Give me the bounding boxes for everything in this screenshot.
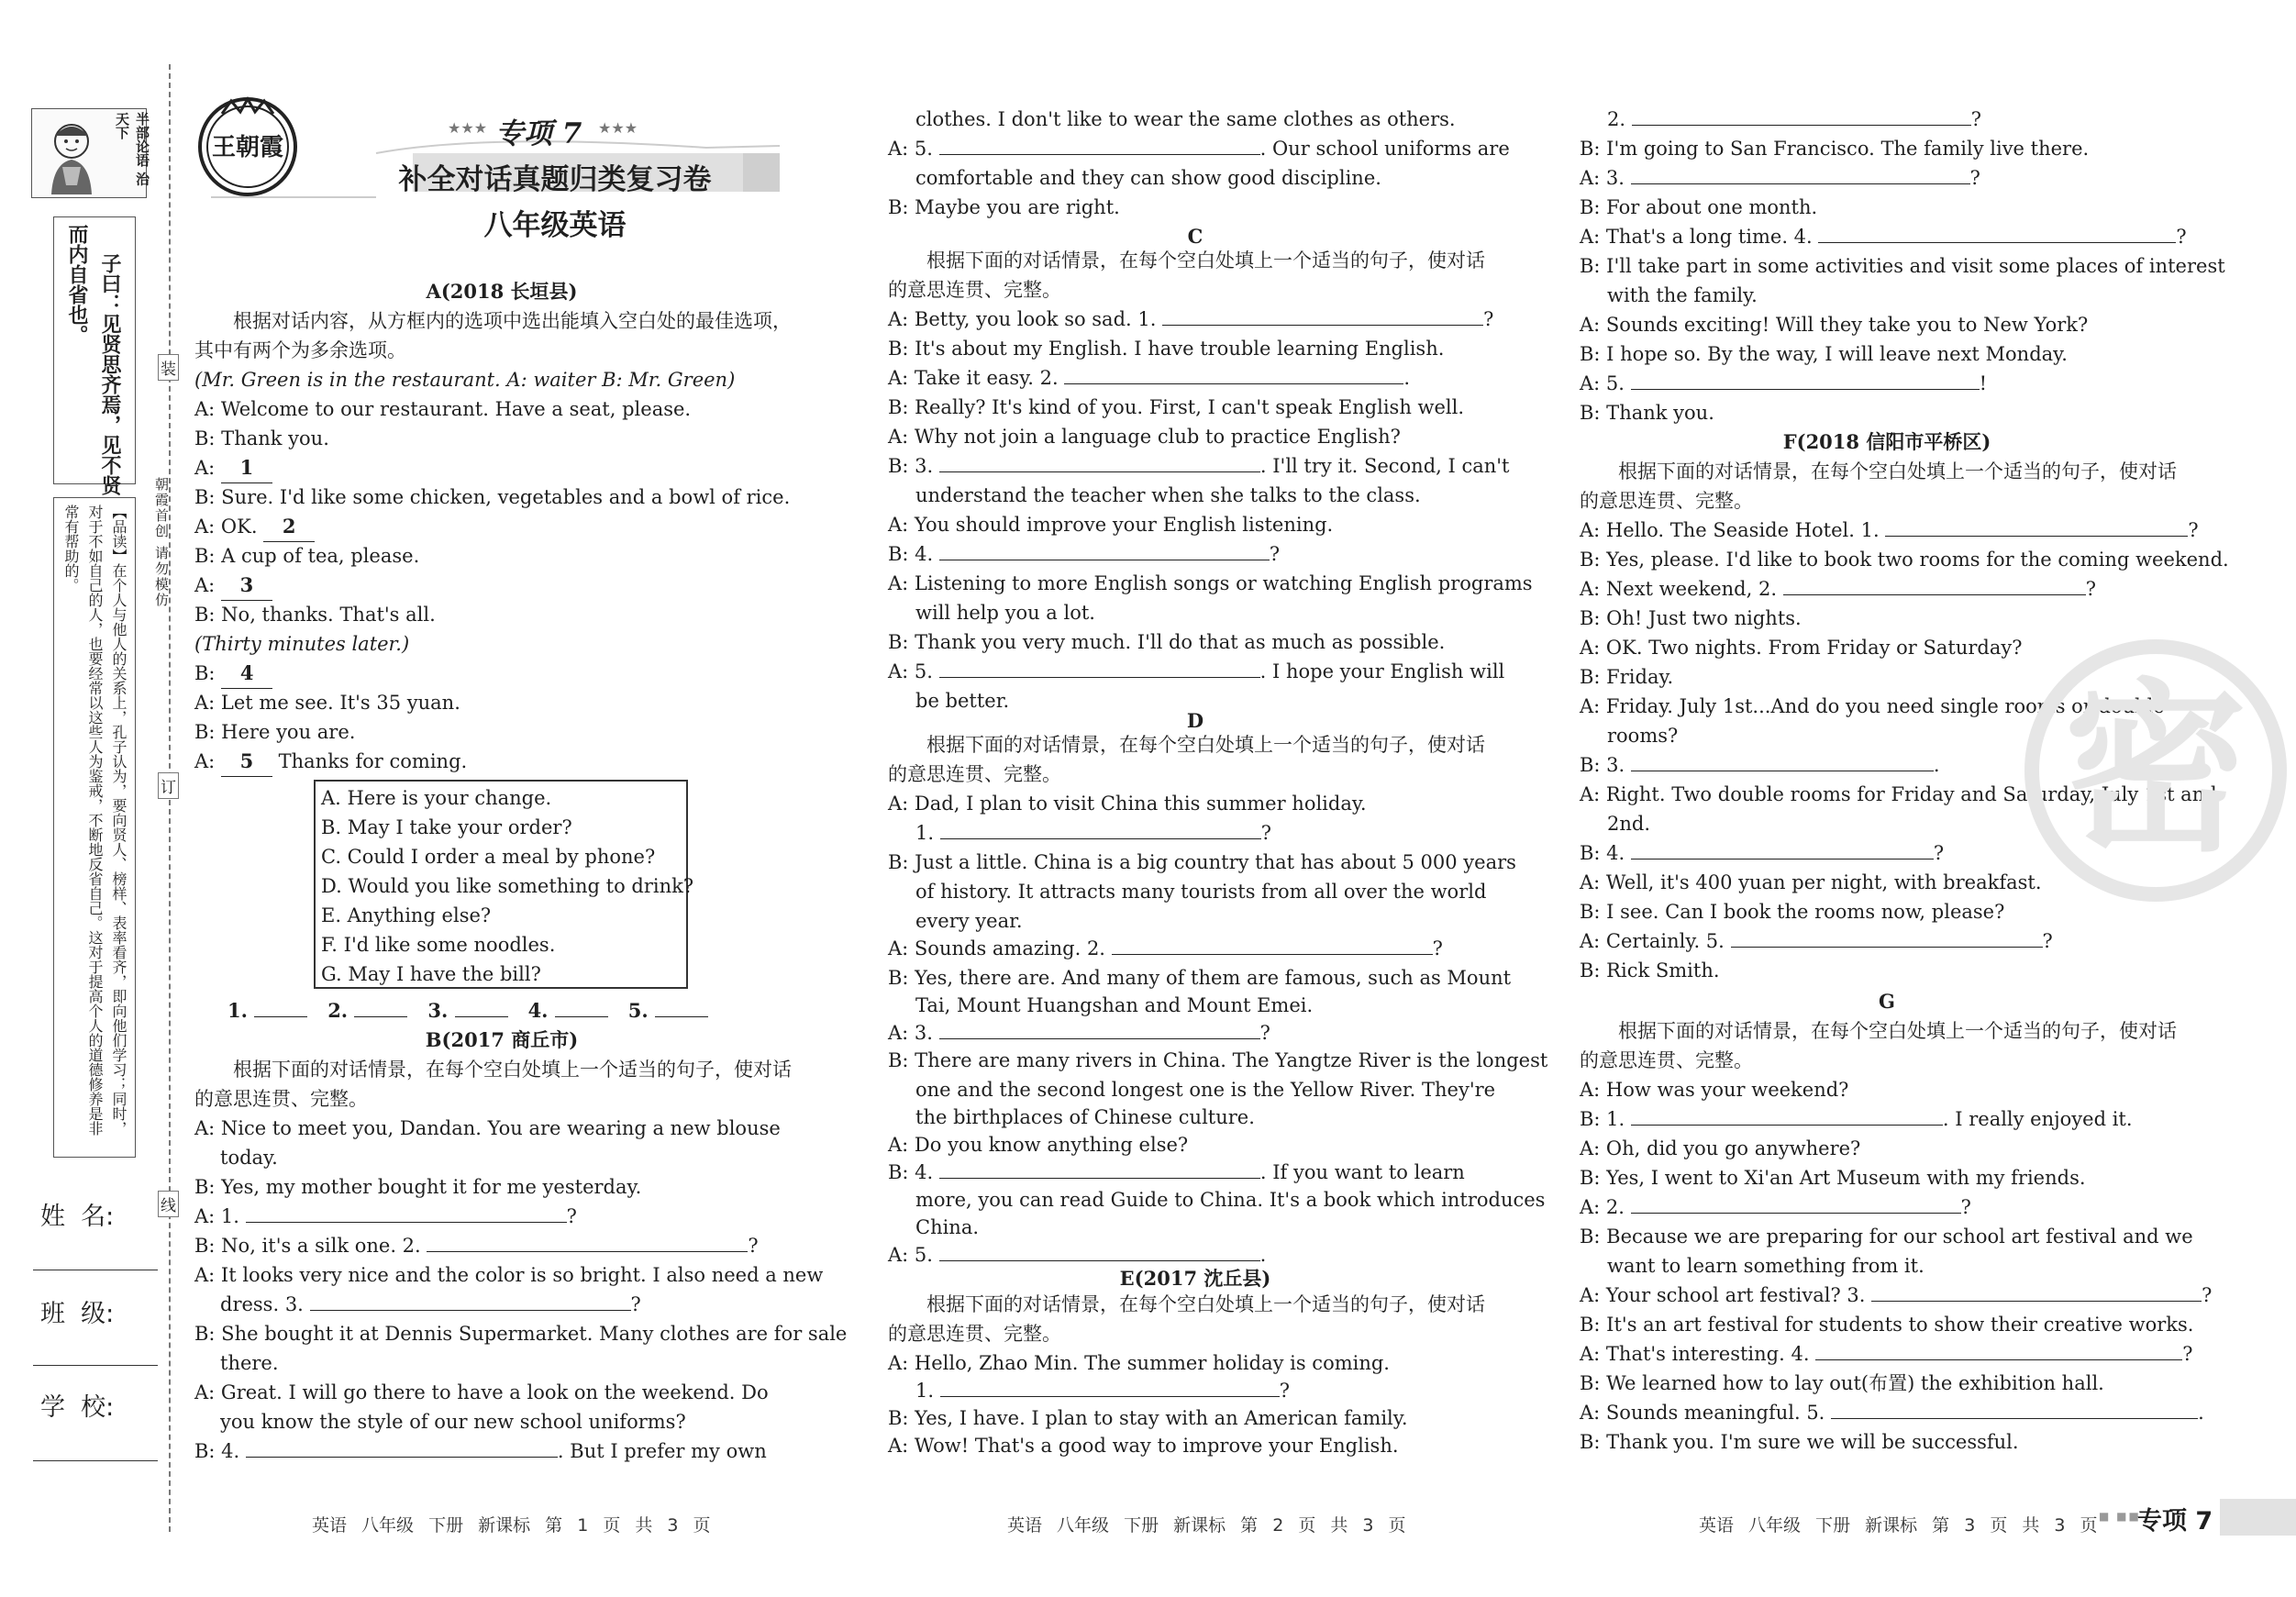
blank-label: B: 4. — [888, 1161, 934, 1183]
answer-slot-5[interactable]: 5 — [221, 747, 272, 777]
D-line-6b: one and the second longest one is the Yellow River. They're — [915, 1079, 1496, 1101]
G-blank-3[interactable] — [1871, 1281, 2202, 1302]
blank-label: A: 3. — [1580, 167, 1625, 189]
G-line-1: A: How was your weekend? — [1580, 1079, 1849, 1101]
answer-num-5: 5. — [627, 999, 649, 1022]
answer-num-4: 4. — [527, 999, 549, 1022]
option-B: B. May I take your order? — [321, 816, 572, 838]
page-title: 补全对话真题归类复习卷 — [398, 163, 712, 196]
blank-label: A: 5. — [888, 138, 933, 160]
G-line-5: A: 2. ? — [1580, 1192, 1971, 1222]
c2-line-1: clothes. I don't like to wear the same clothes as others. — [915, 108, 1456, 130]
series-stars: ★★★ — [448, 119, 488, 137]
D-line-8d: China. — [915, 1216, 980, 1238]
E-blank-1[interactable] — [940, 1376, 1280, 1397]
F-line-7b: rooms? — [1607, 725, 1679, 747]
F-line-14: B: Rick Smith. — [1580, 959, 1720, 981]
A-line-10 — [194, 659, 272, 689]
G-line-7: A: Your school art festival? 3. ? — [1580, 1281, 2212, 1310]
C-line-3: A: Take it easy. 2. . — [888, 363, 1410, 393]
option-G: G. May I have the bill? — [321, 963, 541, 985]
F-blank-4[interactable] — [1631, 838, 1934, 859]
D-line-6c: the birthplaces of Chinese culture. — [915, 1106, 1255, 1128]
E-line-8: A: That's a long time. 4. ? — [1580, 222, 2187, 251]
class-label: 班 级: — [40, 1300, 115, 1328]
F-line-2: B: Yes, please. I'd like to book two rooms for the coming weekend. — [1580, 549, 2229, 571]
blank-label: 1. — [915, 822, 935, 844]
blank-label: B: 4. — [888, 543, 934, 565]
blank-label: A: That's a long time. 4. — [1580, 226, 1813, 248]
confucius-illustration — [35, 112, 112, 196]
E-line-7: B: For about one month. — [1580, 196, 1818, 218]
F-line-9b: 2nd. — [1607, 813, 1651, 835]
B-blank-4[interactable] — [246, 1436, 558, 1458]
D-line-8-text: . If you want to learn — [1259, 1161, 1465, 1183]
speaker: A: OK. — [194, 516, 258, 538]
seal-char-3: 线 — [158, 1191, 179, 1217]
blank-label: 2. — [1607, 108, 1626, 130]
A-line-2: B: Thank you. — [194, 427, 329, 449]
option-A: A. Here is your change. — [321, 787, 552, 809]
G-blank-4[interactable] — [1815, 1339, 2182, 1360]
blank-label: dress. 3. — [220, 1293, 304, 1315]
G-line-10: B: We learned how to lay out(布置) the exhibition hall. — [1580, 1372, 2104, 1394]
E-line-10: A: Sounds exciting! Will they take you to New York? — [1580, 314, 2089, 336]
F-line-5: A: OK. Two nights. From Friday or Saturday? — [1580, 637, 2023, 659]
answer-slot-2[interactable]: 2 — [263, 512, 315, 542]
E-blank-3[interactable] — [1631, 163, 1970, 184]
C-blank-2[interactable] — [1064, 363, 1403, 384]
section-B-instruction: 根据下面的对话情景，在每个空白处填上一个适当的句子，使对话的意思连贯、完整。 — [194, 1059, 792, 1110]
blank-label: A: Betty, you look so sad. 1. — [888, 308, 1157, 330]
section-A-context: (Mr. Green is in the restaurant. A: waiter B: Mr. Green) — [194, 369, 736, 391]
F-line-1: A: Hello. The Seaside Hotel. 1. ? — [1580, 516, 2199, 545]
G-line-4: B: Yes, I went to Xi'an Art Museum with my friends. — [1580, 1167, 2086, 1189]
D-line-2b: of history. It attracts many tourists from all over the world — [915, 881, 1487, 903]
blank-label: A: Take it easy. 2. — [888, 367, 1059, 389]
C-line-10: B: Thank you very much. I'll do that as much as possible. — [888, 631, 1446, 653]
blank-label: B: No, it's a silk one. 2. — [194, 1235, 421, 1257]
C-blank-5[interactable] — [939, 657, 1260, 678]
F-line-7: A: Friday. July 1st...And do you need single rooms or double — [1580, 695, 2165, 717]
section-C-instruction: 根据下面的对话情景，在每个空白处填上一个适当的句子，使对话的意思连贯、完整。 — [888, 250, 1485, 301]
answer-blank-3[interactable] — [455, 996, 508, 1017]
blank-label: A: 5. — [1580, 372, 1625, 394]
section-A-title: A(2018 长垣县) — [426, 280, 578, 303]
B-line-8-text: . But I prefer my own — [557, 1440, 767, 1462]
speaker: A: — [194, 574, 216, 596]
option-C: C. Could I order a meal by phone? — [321, 846, 656, 868]
section-D-title: D — [1186, 709, 1204, 732]
F-line-6: B: Friday. — [1580, 666, 1674, 688]
C-blank-3[interactable] — [939, 451, 1260, 472]
section-G-title: G — [1879, 990, 1895, 1013]
c2-line-2 — [888, 134, 1510, 163]
C-blank-4[interactable] — [939, 539, 1270, 560]
footer-page-3: 英语 八年级 下册 新课标 第 3 页 共 3 页 — [1699, 1515, 2098, 1536]
D-line-3: A: Sounds amazing. 2. ? — [888, 934, 1443, 963]
A-line-7 — [194, 571, 272, 601]
answer-blank-5[interactable] — [655, 996, 708, 1017]
C-line-2: B: It's about my English. I have trouble learning English. — [888, 338, 1445, 360]
blank-label: A: 5. — [888, 660, 933, 682]
section-G-instruction: 根据下面的对话情景，在每个空白处填上一个适当的句子，使对话的意思连贯、完整。 — [1580, 1020, 2177, 1071]
watermark-char: 密 — [2064, 663, 2248, 877]
c2-line-2c: comfortable and they can show good discipline. — [915, 167, 1381, 189]
copyright-note: 朝霞首创 请勿模仿 — [153, 477, 170, 608]
page-subtitle: 八年级英语 — [483, 209, 627, 242]
E-line-6: A: 3. ? — [1580, 163, 1980, 193]
E-blank-2[interactable] — [1632, 105, 1971, 126]
blank-label: A: 5. — [888, 1244, 933, 1266]
c2-line-3: B: Maybe you are right. — [888, 196, 1120, 218]
A-line-5 — [194, 512, 315, 542]
D-blank-5[interactable] — [939, 1240, 1260, 1261]
A-line-1: A: Welcome to our restaurant. Have a seat, please. — [194, 398, 692, 420]
D-blank-1[interactable] — [940, 818, 1261, 839]
blank-label: B: 3. — [888, 455, 934, 477]
D-blank-2[interactable] — [1112, 934, 1433, 955]
blank-label: A: Sounds meaningful. 5. — [1580, 1402, 1825, 1424]
A-line-6: B: A cup of tea, please. — [194, 545, 420, 567]
G-line-8: B: It's an art festival for students to show their creative works. — [1580, 1314, 2194, 1336]
section-B-title: B(2017 商丘市) — [425, 1028, 579, 1051]
E-line-2: B: Yes, I have. I plan to stay with an American family. — [888, 1407, 1408, 1429]
C-line-4: B: Really? It's kind of you. First, I can't speak English well. — [888, 396, 1465, 418]
D-line-1: A: Dad, I plan to visit China this summer holiday. — [888, 793, 1367, 815]
B-blank-1[interactable] — [246, 1202, 567, 1223]
C-line-7: A: You should improve your English listening. — [888, 514, 1334, 536]
D-line-4: B: Yes, there are. And many of them are famous, such as Mount — [888, 967, 1512, 989]
B-line-5b: dress. 3. ? — [220, 1290, 641, 1319]
B-line-1b: today. — [220, 1147, 278, 1169]
B-line-3: A: 1. ? — [194, 1202, 577, 1231]
blank-label: A: Certainly. 5. — [1580, 930, 1725, 952]
G-line-2 — [1580, 1104, 2133, 1134]
answer-slot-3[interactable]: 3 — [221, 571, 272, 601]
C-line-1: A: Betty, you look so sad. 1. ? — [888, 305, 1493, 334]
blank-label: A: Next weekend, 2. — [1580, 578, 1778, 600]
B-line-4: B: No, it's a silk one. 2. ? — [194, 1231, 759, 1260]
blank-label: A: Hello. The Seaside Hotel. 1. — [1580, 519, 1880, 541]
B-line-7: A: Great. I will go there to have a look on the weekend. Do — [194, 1381, 769, 1403]
sidebar-quote-2: 而内自省也。 — [65, 224, 88, 345]
blank-label: B: 3. — [1580, 754, 1625, 776]
D-line-6: B: There are many rivers in China. The Yangtze River is the longest — [888, 1049, 1548, 1071]
section-C-title: C — [1187, 225, 1203, 248]
E-line-9b: with the family. — [1607, 284, 1758, 306]
blank-label: A: 1. — [194, 1205, 239, 1227]
section-F-title: F(2018 信阳市平桥区) — [1782, 430, 1991, 453]
blank-label: A: Your school art festival? 3. — [1580, 1284, 1866, 1306]
section-D-instruction: 根据下面的对话情景，在每个空白处填上一个适当的句子，使对话的意思连贯、完整。 — [888, 734, 1485, 785]
F-line-10: B: 4. ? — [1580, 838, 1944, 868]
C-line-9: A: Listening to more English songs or watching English programs — [888, 572, 1533, 594]
A-line-8: B: No, thanks. That's all. — [194, 604, 436, 626]
answer-num-2: 2. — [327, 999, 349, 1022]
E-line-13: B: Thank you. — [1580, 402, 1714, 424]
D-line-9: A: 5. . — [888, 1240, 1266, 1270]
D-line-2: B: Just a little. China is a big country that has about 5 000 years — [888, 851, 1516, 873]
E-line-11: B: I hope so. By the way, I will leave next Monday. — [1580, 343, 2068, 365]
series-stars-right: ★★★ — [598, 119, 638, 137]
A-line-13-text: Thanks for coming. — [278, 750, 468, 772]
answer-blank-2[interactable] — [354, 996, 407, 1017]
D-line-8 — [888, 1158, 1465, 1187]
school-label: 学 校: — [40, 1393, 115, 1422]
F-blank-3[interactable] — [1631, 750, 1934, 771]
A-line-11: A: Let me see. It's 35 yuan. — [194, 692, 460, 714]
section-F-instruction: 根据下面的对话情景，在每个空白处填上一个适当的句子，使对话的意思连贯、完整。 — [1580, 460, 2177, 512]
F-line-12: B: I see. Can I book the rooms now, please? — [1580, 901, 2005, 923]
G-line-6: B: Because we are preparing for our school art festival and we — [1580, 1225, 2193, 1248]
section-E-instruction: 根据下面的对话情景，在每个空白处填上一个适当的句子，使对话的意思连贯、完整。 — [888, 1293, 1485, 1345]
blank-label: A: That's interesting. 4. — [1580, 1343, 1810, 1365]
answer-blank-1[interactable] — [254, 996, 307, 1017]
C-blank-1[interactable] — [1162, 305, 1483, 326]
C-line-6 — [888, 451, 1509, 481]
blank-label: A: 2. — [1580, 1196, 1625, 1218]
C-line-6-text: . I'll try it. Second, I can't — [1259, 455, 1510, 477]
speaker: A: — [194, 750, 216, 772]
sidebar-top-label: 半部论语 治天下 — [114, 112, 150, 186]
G-line-11: A: Sounds meaningful. 5. . — [1580, 1398, 2204, 1427]
B-blank-2[interactable] — [427, 1231, 748, 1252]
A-line-13 — [194, 747, 467, 777]
speaker: B: — [194, 662, 216, 684]
A-line-4: B: Sure. I'd like some chicken, vegetables and a bowl of rice. — [194, 486, 791, 508]
D-blank-3[interactable] — [939, 1018, 1260, 1039]
seal-char-2: 订 — [158, 772, 179, 799]
G-line-9: A: That's interesting. 4. ? — [1580, 1339, 2192, 1369]
E-line-1: A: Hello, Zhao Min. The summer holiday is coming. — [888, 1352, 1390, 1374]
option-F: F. I'd like some noodles. — [321, 934, 556, 956]
B-line-5: A: It looks very nice and the color is so bright. I also need a new — [194, 1264, 824, 1286]
D-line-2c: every year. — [915, 910, 1023, 932]
sidebar-commentary: 【品读】在个人与他人的关系上，孔子认为，要向贤人、榜样、表率看齐，即向他们学习；同时，对于不如自己的人，也要经常以这些人为鉴戒，不断地反省自己。这对于提高个人的道德修养是非常有帮助的。 — [62, 505, 128, 1136]
E-line-9: B: I'll take part in some activities and visit some places of interest — [1580, 255, 2225, 277]
C-line-11-text: . I hope your English will — [1259, 660, 1505, 682]
c2-line-2-text: . Our school uniforms are — [1259, 138, 1510, 160]
blank-label: B: 1. — [1580, 1108, 1625, 1130]
E-line-12: A: 5. ! — [1580, 369, 1987, 398]
speaker: A: — [194, 457, 216, 479]
F-blank-5[interactable] — [1731, 926, 2043, 948]
footer-page-1: 英语 八年级 下册 新课标 第 1 页 共 3 页 — [312, 1515, 711, 1536]
G-line-2-text: . I really enjoyed it. — [1942, 1108, 2133, 1130]
G-blank-2[interactable] — [1631, 1192, 1961, 1214]
C-line-5: A: Why not join a language club to practice English? — [888, 426, 1401, 448]
G-line-12: B: Thank you. I'm sure we will be successful. — [1580, 1431, 2019, 1453]
B-line-7b: you know the style of our new school uniforms? — [220, 1411, 686, 1433]
C-line-11 — [888, 657, 1504, 686]
E-line-5: B: I'm going to San Francisco. The family live there. — [1580, 138, 2090, 160]
D-line-5: A: 3. ? — [888, 1018, 1270, 1048]
sidebar-quote-1: 子曰：见贤思齐焉，见不贤 — [98, 253, 121, 495]
D-line-1b: 1. ? — [915, 818, 1271, 848]
series-label: 专项 7 — [495, 117, 582, 150]
school-field-line[interactable] — [33, 1460, 158, 1461]
A-line-9: (Thirty minutes later.) — [194, 633, 410, 655]
answer-row — [227, 996, 708, 1026]
option-E: E. Anything else? — [321, 904, 492, 926]
E-line-1b: 1. ? — [915, 1376, 1290, 1405]
F-line-9: A: Right. Two double rooms for Friday and Saturday, July 1st and — [1580, 783, 2217, 805]
C-line-9b: will help you a lot. — [915, 602, 1095, 624]
C-line-8: B: 4. ? — [888, 539, 1280, 569]
E-line-3: A: Wow! That's a good way to improve your English. — [888, 1435, 1399, 1457]
answer-slot-4[interactable]: 4 — [221, 659, 272, 689]
D-line-8c: more, you can read Guide to China. It's a book which introduces — [915, 1189, 1546, 1211]
blank-label: B: 4. — [1580, 842, 1625, 864]
F-blank-2[interactable] — [1783, 574, 2086, 595]
footer-page-2: 英语 八年级 下册 新课标 第 2 页 共 3 页 — [1007, 1515, 1406, 1536]
class-field-line[interactable] — [33, 1365, 158, 1366]
logo-text: 王朝霞 — [211, 134, 283, 161]
footer-deco-squares: ■ ■■ — [2099, 1510, 2141, 1523]
D-blank-4[interactable] — [939, 1158, 1260, 1179]
footer-series-bg — [2220, 1499, 2296, 1536]
F-line-8: B: 3. . — [1580, 750, 1940, 780]
answer-num-1: 1. — [227, 999, 248, 1022]
blank-label: A: 3. — [888, 1022, 933, 1044]
F-line-11: A: Well, it's 400 yuan per night, with breakfast. — [1580, 871, 2042, 893]
C-line-11c: be better. — [915, 690, 1010, 712]
E-blank-5[interactable] — [1631, 369, 1980, 390]
B-line-6b: there. — [220, 1352, 279, 1374]
A-line-3 — [194, 453, 272, 483]
G-blank-5[interactable] — [1831, 1398, 2198, 1419]
E-line-4: 2. ? — [1607, 105, 1981, 134]
G-line-6b: want to learn something from it. — [1607, 1255, 1924, 1277]
A-line-12: B: Here you are. — [194, 721, 356, 743]
B-blank-5[interactable] — [939, 134, 1260, 155]
answer-num-3: 3. — [427, 999, 449, 1022]
F-blank-1[interactable] — [1885, 516, 2188, 537]
B-line-6: B: She bought it at Dennis Supermarket. Many clothes are for sale — [194, 1323, 848, 1345]
F-line-3: A: Next weekend, 2. ? — [1580, 574, 2096, 604]
name-label: 姓 名: — [40, 1203, 115, 1231]
section-A-instruction: 根据对话内容，从方框内的选项中选出能填入空白处的最佳选项，其中有两个为多余选项。 — [194, 310, 792, 361]
option-D: D. Would you like something to drink? — [321, 875, 694, 897]
blank-label: 1. — [915, 1380, 935, 1402]
D-line-4b: Tai, Mount Huangshan and Mount Emei. — [915, 994, 1314, 1016]
footer-series-tag: 专项 7 — [2137, 1507, 2213, 1536]
answer-slot-1[interactable]: 1 — [221, 453, 272, 483]
blank-label: A: Sounds amazing. 2. — [888, 937, 1105, 959]
F-line-4: B: Oh! Just two nights. — [1580, 607, 1802, 629]
B-line-1: A: Nice to meet you, Dandan. You are wearing a new blouse — [194, 1117, 781, 1139]
B-line-2: B: Yes, my mother bought it for me yesterday. — [194, 1176, 642, 1198]
D-line-7: A: Do you know anything else? — [888, 1134, 1189, 1156]
E-blank-4[interactable] — [1818, 222, 2176, 243]
seal-char-1: 装 — [158, 354, 179, 381]
G-line-3: A: Oh, did you go anywhere? — [1580, 1137, 1861, 1159]
B-blank-3[interactable] — [310, 1290, 631, 1311]
B-line-8 — [194, 1436, 767, 1466]
answer-blank-4[interactable] — [555, 996, 608, 1017]
section-E-title: E(2017 沈丘县) — [1119, 1267, 1271, 1290]
blank-label: B: 4. — [194, 1440, 240, 1462]
F-line-13: A: Certainly. 5. ? — [1580, 926, 2053, 956]
G-blank-1[interactable] — [1631, 1104, 1943, 1126]
C-line-6c: understand the teacher when she talks to the class. — [915, 484, 1421, 506]
